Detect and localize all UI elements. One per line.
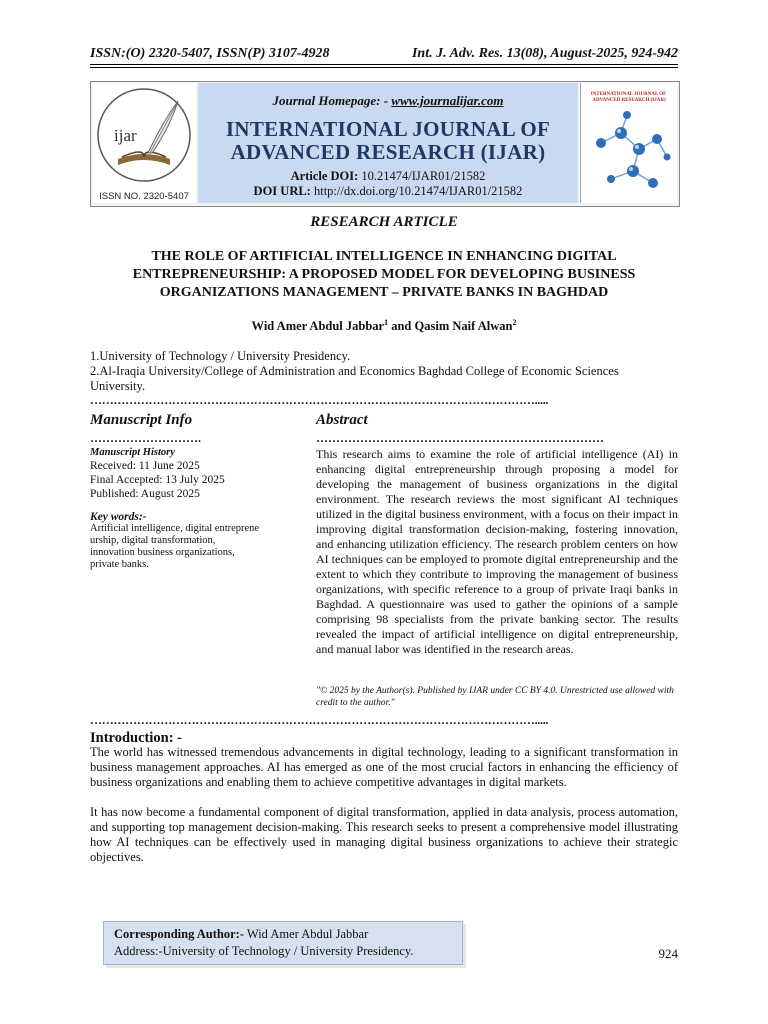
affiliation: 1.University of Technology / University Presidency. [90, 349, 351, 363]
address-label: Address:- [114, 944, 163, 958]
introduction-body [90, 745, 678, 880]
author-list [90, 318, 678, 334]
quill-book-icon [92, 83, 196, 203]
journal-title-line: ADVANCED RESEARCH (IJAR) [230, 140, 546, 164]
author-and: and [388, 319, 415, 334]
author-name: Wid Amer Abdul Jabbar [251, 319, 385, 334]
cover-title: INTERNATIONAL JOURNAL OF ADVANCED RESEARCH (IJAR) [590, 92, 667, 103]
homepage-label: Journal Homepage: - [272, 93, 392, 108]
doi-url-label: DOI URL: [253, 184, 311, 198]
keywords: Artificial intelligence, digital entreprene urship, digital transformation, innovation business organizations, private banks. [90, 523, 260, 570]
header-rule [90, 64, 678, 65]
license-note: "© 2025 by the Author(s). Published by IJAR under CC BY 4.0. Unrestricted use allowed with credit to the author." [316, 686, 674, 708]
corresponding-label: Corresponding Author:- [114, 927, 244, 941]
abstract-heading: Abstract [316, 412, 368, 428]
corresponding-author-box [103, 921, 463, 965]
citation-text: Int. J. Adv. Res. 13(08), August-2025, 924-942 [411, 46, 678, 61]
issn-text: ISSN:(O) 2320-5407, ISSN(P) 3107-4928 [90, 46, 330, 61]
title-line: ORGANIZATIONS MANAGEMENT – PRIVATE BANKS IN BAGHDAD [159, 285, 609, 300]
dotted-divider: ……………………………………………………………………………………………………..... [90, 393, 549, 407]
received-date: Received: 11 June 2025 [90, 460, 200, 472]
article-type: RESEARCH ARTICLE [310, 214, 458, 230]
doi-url-link[interactable]: http://dx.doi.org/10.21474/IJAR01/21582 [313, 184, 523, 198]
journal-title-line: INTERNATIONAL JOURNAL OF [225, 117, 551, 141]
intro-paragraph: The world has witnessed tremendous advancements in digital technology, leading to a significant transformation in business management approaches. AI has emerged as one of the most crucial factors in enhancing the efficiency of business organizations and enabling them to achieve competitive advantages in digital markets. [90, 745, 678, 789]
molecule-icon [581, 83, 677, 203]
dotted-divider: ……………………………………………………………… [316, 431, 604, 445]
journal-homepage [198, 93, 578, 109]
abstract-text: This research aims to examine the role of artificial intelligence (AI) in enhancing digital entrepreneurship through proposing a model for developing the management of business organizations in the digital environment. The research reviews the most significant AI techniques utilized in the digital business environment, with a focus on their impact in improving digital transformation decision-making, fostering innovation, and enhancing utilization efficiency. The research problem centers on how AI techniques can be employed to promote digital entrepreneurship and the extent to which they contribute to improving the management of business organizations, with specific reference to a group of private Iraqi banks in Baghdad. A questionnaire was used to gather the opinions of a sample comprising 98 specialists from the private banking sector. The results revealed the impact of artificial intelligence on digital entrepreneurship, and manual labor was identified in the research areas. [316, 447, 678, 656]
author-sup: 1 [384, 318, 389, 327]
accepted-date: Final Accepted: 13 July 2025 [90, 474, 225, 486]
published-date: Published: August 2025 [90, 488, 200, 500]
history-heading: Manuscript History [90, 447, 175, 458]
author-name: Qasim Naif Alwan [414, 319, 513, 334]
doi-label: Article DOI: [290, 169, 359, 183]
journal-cover-image [580, 83, 677, 203]
manuscript-info [90, 447, 260, 571]
logo-text: ijar [114, 126, 137, 145]
affiliation: 2.Al-Iraqia University/College of Administration and Economics Baghdad College of Economic Sciences University. [90, 364, 619, 393]
introduction-heading: Introduction: - [90, 730, 182, 746]
keywords-heading: Key words:- [90, 511, 147, 523]
homepage-link[interactable]: www.journalijar.com [391, 93, 504, 108]
title-line: ENTREPRENEURSHIP: A PROPOSED MODEL FOR DEVELOPING BUSINESS [132, 267, 636, 282]
affiliations [90, 349, 650, 394]
dotted-divider: ……………………………………………………………………………………………………..... [90, 713, 549, 727]
author-sup: 2 [512, 318, 517, 327]
doi-block [198, 169, 578, 199]
running-header [90, 46, 678, 62]
title-line: THE ROLE OF ARTIFICIAL INTELLIGENCE IN ENHANCING DIGITAL [151, 249, 617, 264]
address-value: University of Technology / University Presidency. [162, 944, 414, 958]
corresponding-name: Wid Amer Abdul Jabbar [244, 927, 369, 941]
article-title [100, 248, 668, 302]
intro-paragraph: It has now become a fundamental component of digital transformation, applied in data analysis, process automation, and supporting top management decision-making. This research seeks to present a comprehensive model illustrating how AI techniques can be effectively used in managing digital business organizations to achieve their strategic objectives. [90, 805, 678, 864]
logo-issn: ISSN NO. 2320-5407 [99, 191, 189, 202]
journal-logo [92, 83, 196, 203]
doi-value: 10.21474/IJAR01/21582 [361, 169, 486, 183]
header-rule-thin [90, 67, 678, 68]
manuscript-info-heading: Manuscript Info [90, 412, 193, 428]
dotted-divider: ………………………. [90, 431, 201, 445]
journal-title [198, 118, 578, 164]
page-number: 924 [658, 946, 678, 961]
